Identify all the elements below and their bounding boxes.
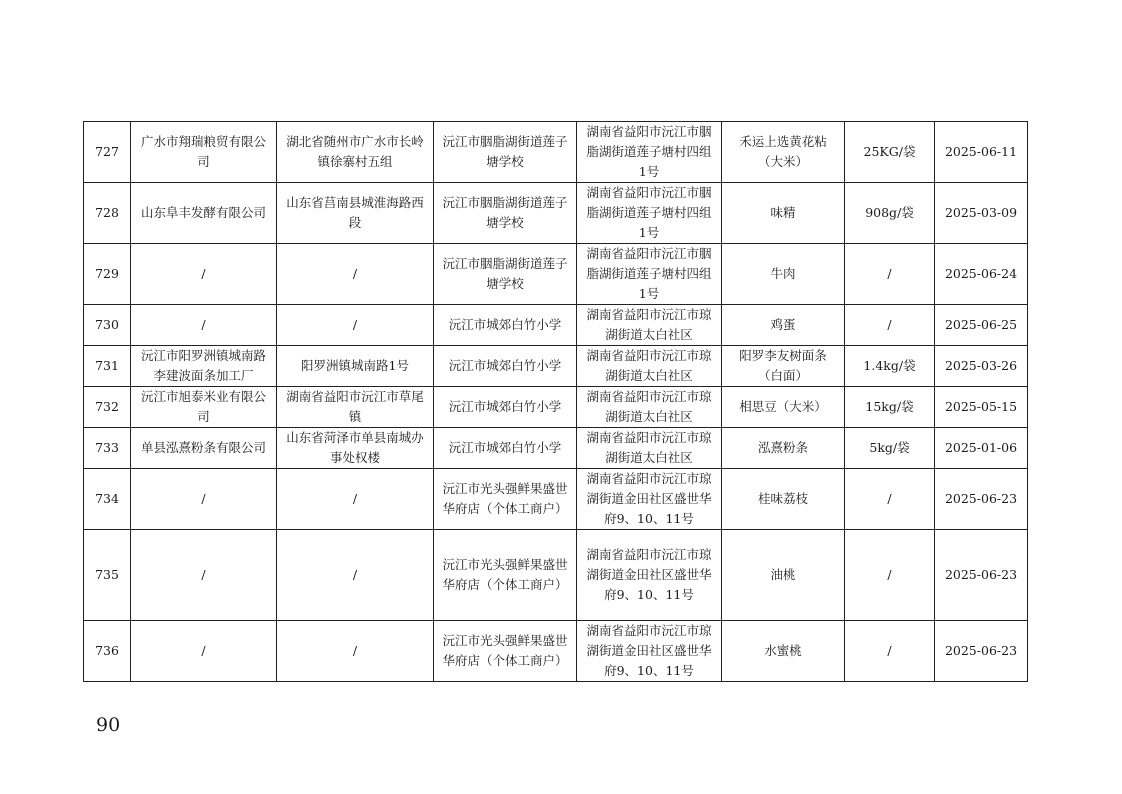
cell-spec: 908g/袋 [845, 183, 935, 244]
cell-seller-address: 湖南省益阳市沅江市琼湖街道太白社区 [577, 428, 722, 469]
cell-date: 2025-01-06 [935, 428, 1028, 469]
cell-no: 736 [84, 621, 131, 682]
cell-no: 731 [84, 346, 131, 387]
cell-producer: / [131, 469, 277, 530]
cell-seller: 沅江市城郊白竹小学 [434, 305, 577, 346]
cell-spec: 1.4kg/袋 [845, 346, 935, 387]
cell-spec: / [845, 244, 935, 305]
cell-product: 味精 [722, 183, 845, 244]
cell-spec: 25KG/袋 [845, 122, 935, 183]
cell-product: 牛肉 [722, 244, 845, 305]
cell-date: 2025-06-23 [935, 530, 1028, 621]
cell-producer-address: 湖南省益阳市沅江市草尾镇 [277, 387, 434, 428]
cell-seller: 沅江市光头强鲜果盛世华府店（个体工商户） [434, 621, 577, 682]
cell-producer-address: 阳罗洲镇城南路1号 [277, 346, 434, 387]
cell-product: 阳罗李友树面条（白面） [722, 346, 845, 387]
cell-seller: 沅江市城郊白竹小学 [434, 428, 577, 469]
cell-seller: 沅江市胭脂湖街道莲子塘学校 [434, 183, 577, 244]
table-row [84, 469, 1028, 530]
cell-no: 734 [84, 469, 131, 530]
cell-no: 733 [84, 428, 131, 469]
cell-date: 2025-06-24 [935, 244, 1028, 305]
cell-date: 2025-06-23 [935, 469, 1028, 530]
cell-producer: 沅江市阳罗洲镇城南路李建波面条加工厂 [131, 346, 277, 387]
cell-product: 泓熹粉条 [722, 428, 845, 469]
cell-producer: / [131, 621, 277, 682]
cell-seller: 沅江市光头强鲜果盛世华府店（个体工商户） [434, 530, 577, 621]
cell-seller-address: 湖南省益阳市沅江市琼湖街道太白社区 [577, 346, 722, 387]
cell-seller: 沅江市城郊白竹小学 [434, 346, 577, 387]
cell-date: 2025-05-15 [935, 387, 1028, 428]
table-row [84, 428, 1028, 469]
cell-spec: / [845, 469, 935, 530]
cell-date: 2025-03-09 [935, 183, 1028, 244]
cell-no: 727 [84, 122, 131, 183]
cell-seller-address: 湖南省益阳市沅江市琼湖街道金田社区盛世华府9、10、11号 [577, 621, 722, 682]
cell-product: 禾运上选黄花粘（大米） [722, 122, 845, 183]
cell-date: 2025-06-23 [935, 621, 1028, 682]
cell-product: 油桃 [722, 530, 845, 621]
cell-producer-address: / [277, 530, 434, 621]
cell-producer: / [131, 530, 277, 621]
cell-no: 729 [84, 244, 131, 305]
cell-date: 2025-03-26 [935, 346, 1028, 387]
cell-product: 相思豆（大米） [722, 387, 845, 428]
table-row [84, 621, 1028, 682]
cell-spec: / [845, 530, 935, 621]
cell-date: 2025-06-11 [935, 122, 1028, 183]
table-row [84, 305, 1028, 346]
cell-no: 728 [84, 183, 131, 244]
cell-producer-address: / [277, 305, 434, 346]
cell-spec: 15kg/袋 [845, 387, 935, 428]
cell-seller: 沅江市胭脂湖街道莲子塘学校 [434, 244, 577, 305]
cell-product: 鸡蛋 [722, 305, 845, 346]
cell-product: 桂味荔枝 [722, 469, 845, 530]
cell-producer: 山东阜丰发酵有限公司 [131, 183, 277, 244]
cell-seller: 沅江市光头强鲜果盛世华府店（个体工商户） [434, 469, 577, 530]
cell-producer-address: 湖北省随州市广水市长岭镇徐寨村五组 [277, 122, 434, 183]
cell-spec: / [845, 305, 935, 346]
cell-producer-address: / [277, 621, 434, 682]
cell-no: 735 [84, 530, 131, 621]
cell-seller-address: 湖南省益阳市沅江市琼湖街道金田社区盛世华府9、10、11号 [577, 530, 722, 621]
cell-producer: / [131, 244, 277, 305]
cell-seller: 沅江市城郊白竹小学 [434, 387, 577, 428]
cell-seller-address: 湖南省益阳市沅江市琼湖街道太白社区 [577, 387, 722, 428]
cell-seller-address: 湖南省益阳市沅江市琼湖街道太白社区 [577, 305, 722, 346]
cell-seller-address: 湖南省益阳市沅江市胭脂湖街道莲子塘村四组1号 [577, 244, 722, 305]
table-row [84, 183, 1028, 244]
cell-seller-address: 湖南省益阳市沅江市琼湖街道金田社区盛世华府9、10、11号 [577, 469, 722, 530]
cell-seller-address: 湖南省益阳市沅江市胭脂湖街道莲子塘村四组1号 [577, 122, 722, 183]
cell-spec: / [845, 621, 935, 682]
cell-no: 732 [84, 387, 131, 428]
cell-producer-address: / [277, 469, 434, 530]
page-number: 90 [96, 714, 121, 736]
cell-seller-address: 湖南省益阳市沅江市胭脂湖街道莲子塘村四组1号 [577, 183, 722, 244]
cell-producer-address: / [277, 244, 434, 305]
sampling-table [83, 121, 1028, 682]
cell-producer-address: 山东省菏泽市单县南城办事处权楼 [277, 428, 434, 469]
table-row [84, 346, 1028, 387]
cell-no: 730 [84, 305, 131, 346]
cell-producer: 单县泓熹粉条有限公司 [131, 428, 277, 469]
cell-producer: / [131, 305, 277, 346]
table-row [84, 530, 1028, 621]
cell-product: 水蜜桃 [722, 621, 845, 682]
cell-producer-address: 山东省莒南县城淮海路西段 [277, 183, 434, 244]
cell-producer: 沅江市旭泰米业有限公司 [131, 387, 277, 428]
cell-producer: 广水市翔瑞粮贸有限公司 [131, 122, 277, 183]
table-row [84, 244, 1028, 305]
cell-seller: 沅江市胭脂湖街道莲子塘学校 [434, 122, 577, 183]
cell-date: 2025-06-25 [935, 305, 1028, 346]
cell-spec: 5kg/袋 [845, 428, 935, 469]
table-row [84, 387, 1028, 428]
table-row [84, 122, 1028, 183]
